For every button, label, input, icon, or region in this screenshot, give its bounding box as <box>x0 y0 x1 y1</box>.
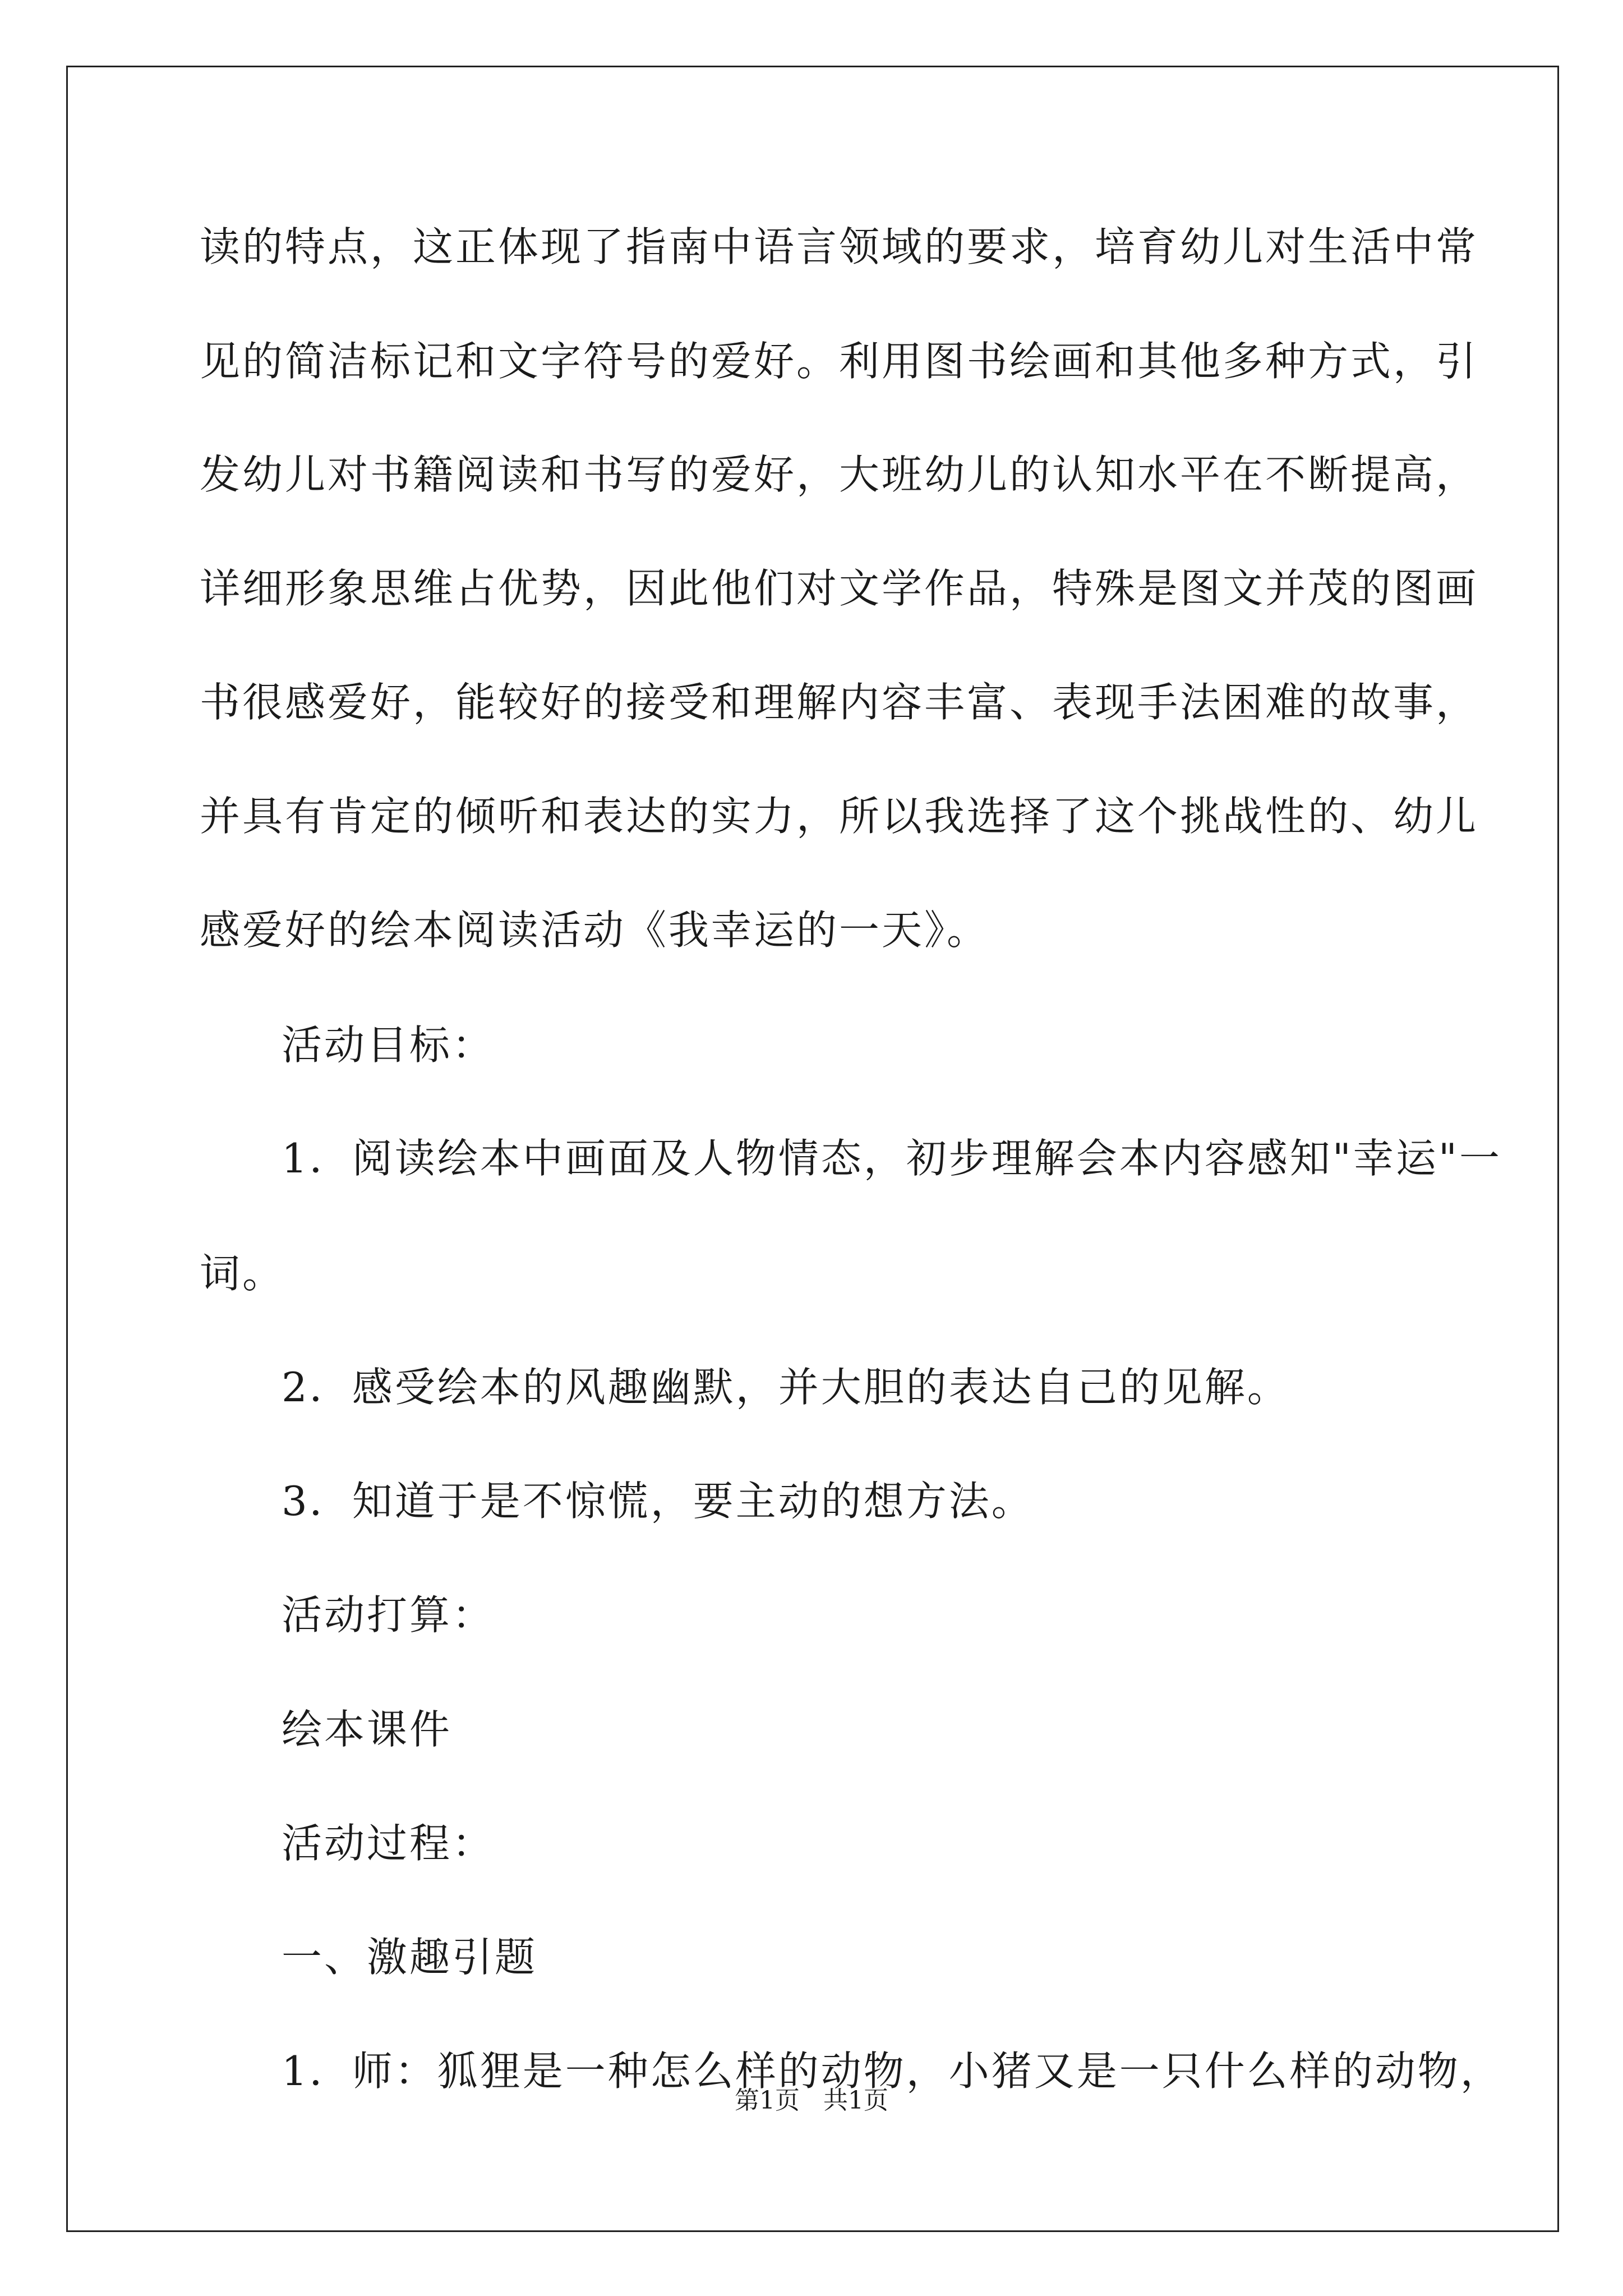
subsection-heading: 一、激趣引题 <box>282 1934 538 1981</box>
section-heading: 活动目标： <box>282 1022 495 1069</box>
paragraph-line: 并具有肯定的倾听和表达的实力，所以我选择了这个挑战性的、幼儿 <box>200 793 1479 840</box>
page-total: 共1页 <box>823 2086 888 2115</box>
paragraph-line: 读的特点，这正体现了指南中语言领域的要求，培育幼儿对生活中常 <box>200 223 1479 270</box>
page-number: 第1页 <box>735 2086 800 2115</box>
list-item: 2．感受绘本的风趣幽默，并大胆的表达自己的见解。 <box>282 1364 1290 1411</box>
list-item: 1．师：狐狸是一种怎么样的动物，小猪又是一只什么样的动物， <box>282 2047 1503 2095</box>
paragraph-line: 见的简洁标记和文字符号的爱好。利用图书绘画和其他多种方式，引 <box>200 338 1479 385</box>
section-heading: 活动过程： <box>282 1820 495 1867</box>
paragraph-line: 绘本课件 <box>282 1706 453 1753</box>
page-footer <box>0 2084 1623 2118</box>
list-item-continuation: 词。 <box>200 1250 285 1297</box>
section-heading: 活动打算： <box>282 1591 495 1639</box>
paragraph-line: 书很感爱好，能较好的接受和理解内容丰富、表现手法困难的故事， <box>200 679 1479 726</box>
paragraph-line: 感爱好的绘本阅读活动《我幸运的一天》。 <box>200 907 990 954</box>
list-item: 3．知道于是不惊慌，要主动的想方法。 <box>282 1478 1034 1525</box>
paragraph-line: 发幼儿对书籍阅读和书写的爱好，大班幼儿的认知水平在不断提高， <box>200 451 1479 498</box>
list-item: 1．阅读绘本中画面及人物情态，初步理解会本内容感知"幸运"一 <box>282 1135 1502 1182</box>
paragraph-line: 详细形象思维占优势，因此他们对文学作品，特殊是图文并茂的图画 <box>200 565 1479 612</box>
